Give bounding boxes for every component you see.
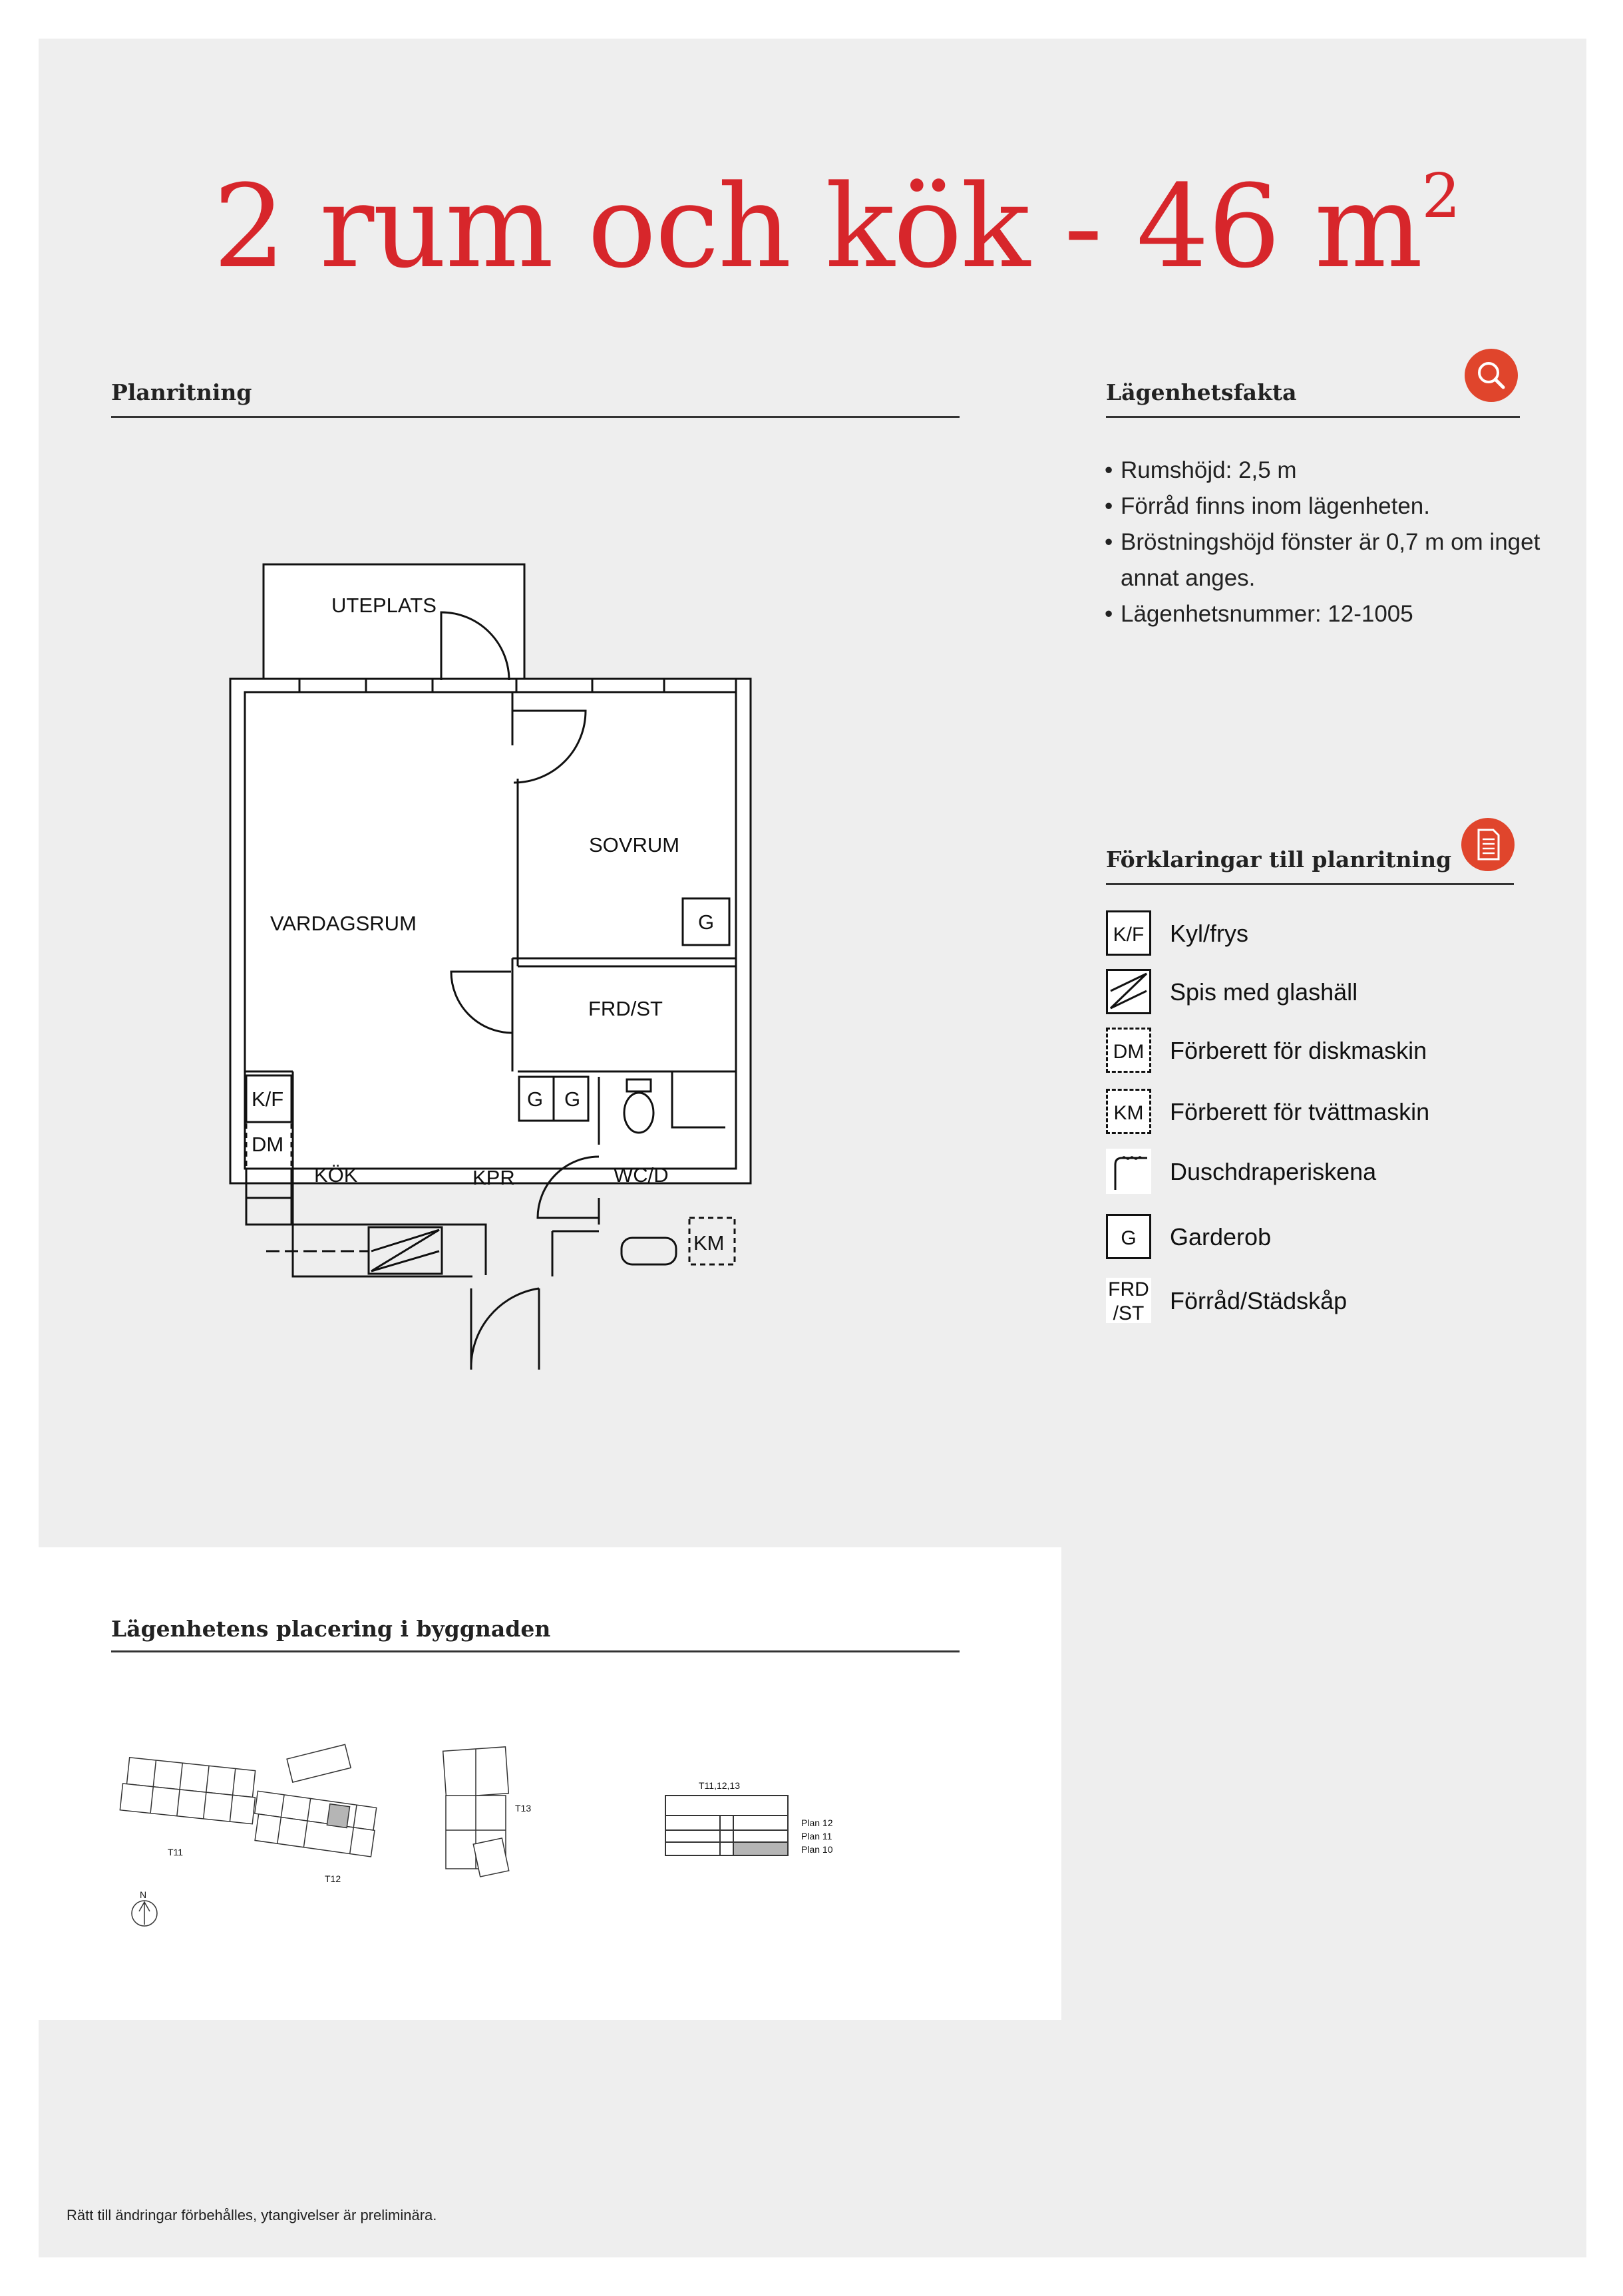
- legend-km-symbol: KM: [1106, 1089, 1151, 1134]
- uteplats-area: [264, 564, 524, 684]
- legend-label: Duschdraperiskena: [1170, 1158, 1377, 1185]
- forklaringar-rule: [1106, 883, 1514, 885]
- title-superscript: 2: [1421, 160, 1459, 232]
- legend-row-tvattmaskin: [1106, 1089, 1532, 1135]
- highlighted-floor: [734, 1843, 787, 1855]
- wardrobe-g-label: G: [698, 910, 715, 934]
- building-t11: [120, 1757, 258, 1823]
- dm-label: DM: [252, 1133, 284, 1156]
- kpr-label: KPR: [472, 1166, 515, 1189]
- building-t12: [251, 1737, 386, 1857]
- search-icon[interactable]: [1465, 349, 1518, 402]
- placering-heading: Lägenhetens placering i byggnaden: [111, 1616, 551, 1642]
- planritning-heading: Planritning: [111, 379, 252, 405]
- legend-frd-symbol: FRD /ST: [1106, 1278, 1151, 1323]
- legend-label: Förråd/Städskåp: [1170, 1287, 1348, 1314]
- placering-rule: [111, 1650, 960, 1652]
- wardrobe-g-label: G: [564, 1087, 581, 1111]
- building-label-t11: T11: [168, 1847, 184, 1857]
- legend-row-spis: [1106, 969, 1532, 1016]
- document-icon[interactable]: [1461, 818, 1515, 871]
- floor-label: Plan 12: [801, 1818, 833, 1828]
- legend-dm-symbol: DM: [1106, 1028, 1151, 1073]
- legend-row-garderob: [1106, 1214, 1532, 1260]
- site-map: [113, 1737, 566, 1937]
- legend-label: Förberett för diskmaskin: [1170, 1037, 1427, 1064]
- sink: [622, 1238, 676, 1264]
- disclaimer: Rätt till ändringar förbehålles, ytangivelser är preliminära.: [67, 2207, 437, 2223]
- entrance-door: [471, 1288, 539, 1370]
- building-t13: [443, 1747, 509, 1877]
- legend-g-symbol: G: [1106, 1214, 1151, 1259]
- legend-row-forrad: [1106, 1278, 1532, 1324]
- wcd-label: WC/D: [614, 1163, 669, 1187]
- legend-label: Förberett för tvättmaskin: [1170, 1098, 1430, 1125]
- kf-label: K/F: [252, 1087, 284, 1111]
- floor-label: Plan 10: [801, 1844, 833, 1855]
- fact-item: • Förråd finns inom lägenheten.: [1105, 488, 1564, 524]
- vardagsrum-label: VARDAGSRUM: [270, 912, 417, 935]
- building-label-t12: T12: [325, 1873, 341, 1884]
- legend-row-kylfrys: [1106, 910, 1532, 957]
- legend-label: Garderob: [1170, 1223, 1272, 1250]
- wardrobe-g-label: G: [527, 1087, 544, 1111]
- planritning-rule: [111, 416, 960, 418]
- title-text: 2 rum och kök - 46 m: [213, 160, 1422, 293]
- legend-label: Spis med glashäll: [1170, 978, 1358, 1006]
- north-label: N: [140, 1889, 147, 1900]
- window: [516, 679, 736, 692]
- kitchen-counter: [293, 1225, 486, 1276]
- page-title: [213, 160, 1459, 293]
- frd-st-label: FRD/ST: [588, 997, 663, 1020]
- facts-list: [1105, 453, 1564, 632]
- stove-symbol: [1106, 969, 1151, 1014]
- fact-item: • Lägenhetsnummer: 12-1005: [1105, 596, 1564, 632]
- fakta-heading: Lägenhetsfakta: [1106, 379, 1297, 405]
- floor-stack: [659, 1777, 878, 1883]
- uteplats-label: UTEPLATS: [331, 594, 437, 617]
- building-label-t13: T13: [515, 1803, 532, 1814]
- stack-title: T11,12,13: [699, 1780, 741, 1791]
- sovrum-label: SOVRUM: [589, 833, 680, 857]
- floor-plan: [220, 559, 765, 1378]
- legend-label: Kyl/frys: [1170, 920, 1249, 947]
- fact-item: • Rumshöjd: 2,5 m: [1105, 453, 1564, 488]
- legend-row-diskmaskin: [1106, 1028, 1532, 1074]
- km-label: KM: [693, 1231, 725, 1254]
- fakta-rule: [1106, 416, 1520, 418]
- forklaringar-heading: Förklaringar till planritning: [1106, 847, 1452, 872]
- shower-curtain-symbol: [1106, 1149, 1151, 1194]
- fact-item: • Bröstningshöjd fönster är 0,7 m om inget annat anges.: [1105, 524, 1564, 596]
- kok-label: KÖK: [314, 1163, 358, 1187]
- floor-label: Plan 11: [801, 1831, 832, 1841]
- legend-row-dusch: [1106, 1149, 1532, 1195]
- legend-kf-symbol: K/F: [1106, 910, 1151, 956]
